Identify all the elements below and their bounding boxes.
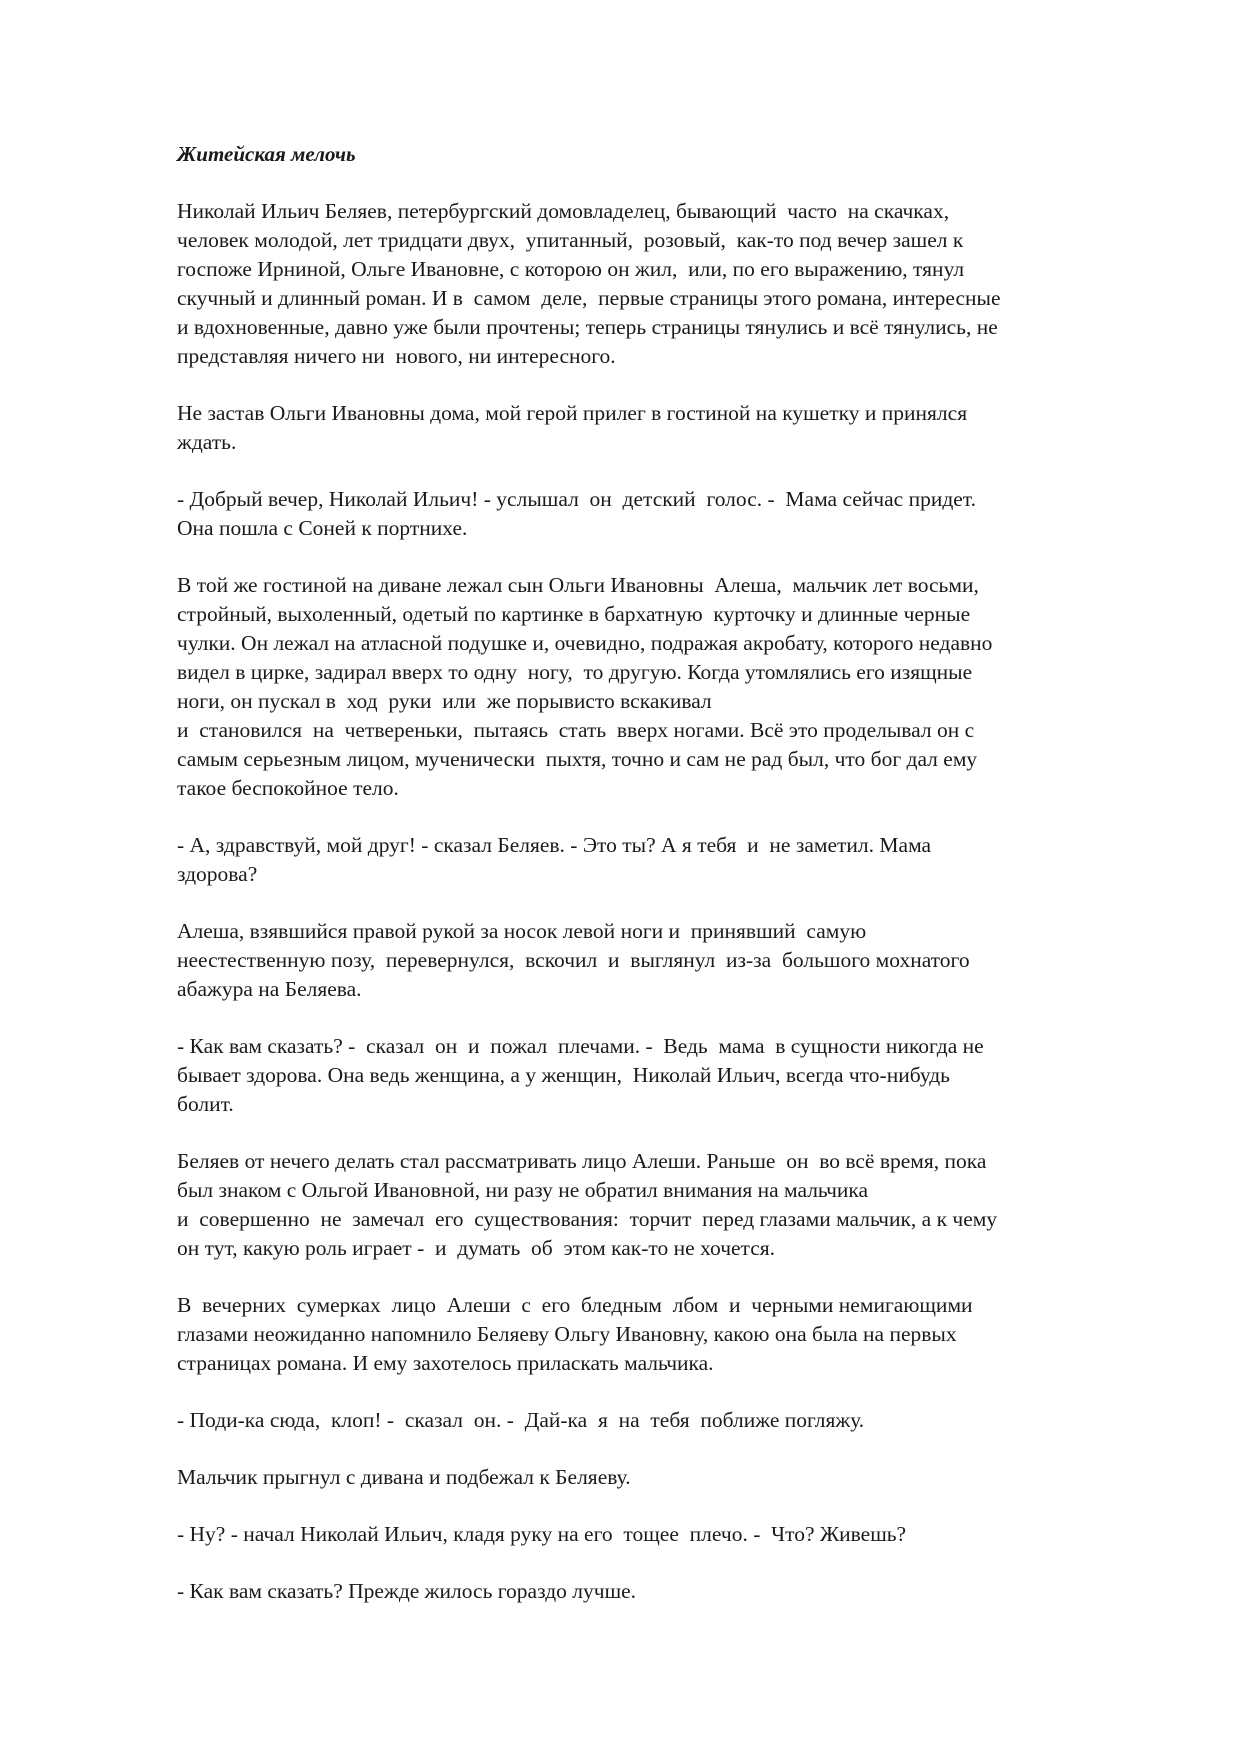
- text-line: В вечерних сумерках лицо Алеши с его бледным лбом и черными немигающими: [177, 1293, 973, 1317]
- paragraph: [177, 1406, 1152, 1435]
- document-page: [177, 140, 1152, 1634]
- paragraph: [177, 1147, 1152, 1263]
- text-line: видел в цирке, задирал вверх то одну ногу, то другую. Когда утомлялись его изящные: [177, 660, 973, 684]
- text-line: болит.: [177, 1092, 234, 1116]
- text-line: ждать.: [177, 430, 237, 454]
- text-line: Она пошла с Соней к портнихе.: [177, 516, 468, 540]
- document-title: Житейская мелочь: [177, 142, 356, 166]
- text-line: скучный и длинный роман. И в самом деле, первые страницы этого романа, интересные: [177, 286, 1001, 310]
- text-line: госпоже Ирниной, Ольге Ивановне, с которою он жил, или, по его выражению, тянул: [177, 257, 965, 281]
- paragraph: [177, 1291, 1152, 1378]
- text-line: и совершенно не замечал его существования: торчит перед глазами мальчик, а к чему: [177, 1207, 998, 1231]
- text-line: представляя ничего ни нового, ни интересного.: [177, 344, 616, 368]
- text-line: - Как вам сказать? Прежде жилось гораздо лучше.: [177, 1579, 637, 1603]
- text-line: Алеша, взявшийся правой рукой за носок левой ноги и принявший самую: [177, 919, 867, 943]
- text-line: глазами неожиданно напомнило Беляеву Ольгу Ивановну, какою она была на первых: [177, 1322, 957, 1346]
- text-line: Николай Ильич Беляев, петербургский домовладелец, бывающий часто на скачках,: [177, 199, 950, 223]
- text-line: страницах романа. И ему захотелось приласкать мальчика.: [177, 1351, 714, 1375]
- text-line: был знаком с Ольгой Ивановной, ни разу не обратил внимания на мальчика: [177, 1178, 869, 1202]
- text-line: бывает здорова. Она ведь женщина, а у женщин, Николай Ильич, всегда что-нибудь: [177, 1063, 950, 1087]
- paragraph: [177, 485, 1152, 543]
- paragraph: [177, 1520, 1152, 1549]
- text-line: - А, здравствуй, мой друг! - сказал Беляев. - Это ты? А я тебя и не заметил. Мама: [177, 833, 932, 857]
- text-line: чулки. Он лежал на атласной подушке и, очевидно, подражая акробату, которого недавно: [177, 631, 993, 655]
- text-line: он тут, какую роль играет - и думать об этом как-то не хочется.: [177, 1236, 776, 1260]
- paragraph: [177, 1032, 1152, 1119]
- text-line: Беляев от нечего делать стал рассматривать лицо Алеши. Раньше он во всё время, пока: [177, 1149, 987, 1173]
- text-line: и вдохновенные, давно уже были прочтены; теперь страницы тянулись и всё тянулись, не: [177, 315, 998, 339]
- document-body: [177, 197, 1152, 1606]
- text-line: человек молодой, лет тридцати двух, упитанный, розовый, как-то под вечер зашел к: [177, 228, 964, 252]
- text-line: - Как вам сказать? - сказал он и пожал плечами. - Ведь мама в сущности никогда не: [177, 1034, 984, 1058]
- paragraph: [177, 917, 1152, 1004]
- paragraph: [177, 399, 1152, 457]
- text-line: Не застав Ольги Ивановны дома, мой герой прилег в гостиной на кушетку и принялся: [177, 401, 968, 425]
- paragraph: [177, 571, 1152, 803]
- paragraph: [177, 197, 1152, 371]
- paragraph: [177, 1463, 1152, 1492]
- text-line: В той же гостиной на диване лежал сын Ольги Ивановны Алеша, мальчик лет восьми,: [177, 573, 979, 597]
- paragraph: [177, 831, 1152, 889]
- text-line: неестественную позу, перевернулся, вскочил и выглянул из-за большого мохнатого: [177, 948, 970, 972]
- text-line: здорова?: [177, 862, 258, 886]
- text-line: ноги, он пускал в ход руки или же порывисто вскакивал: [177, 689, 712, 713]
- text-line: стройный, выхоленный, одетый по картинке в бархатную курточку и длинные черные: [177, 602, 971, 626]
- text-line: - Добрый вечер, Николай Ильич! - услышал он детский голос. - Мама сейчас придет.: [177, 487, 976, 511]
- text-line: и становился на четвереньки, пытаясь стать вверх ногами. Всё это проделывал он с: [177, 718, 975, 742]
- text-line: самым серьезным лицом, мученически пыхтя, точно и сам не рад был, что бог дал ему: [177, 747, 978, 771]
- text-line: Мальчик прыгнул с дивана и подбежал к Беляеву.: [177, 1465, 631, 1489]
- paragraph: [177, 1577, 1152, 1606]
- text-line: абажура на Беляева.: [177, 977, 362, 1001]
- text-line: - Поди-ка сюда, клоп! - сказал он. - Дай-ка я на тебя поближе погляжу.: [177, 1408, 865, 1432]
- text-line: такое беспокойное тело.: [177, 776, 399, 800]
- text-line: - Ну? - начал Николай Ильич, кладя руку на его тощее плечо. - Что? Живешь?: [177, 1522, 907, 1546]
